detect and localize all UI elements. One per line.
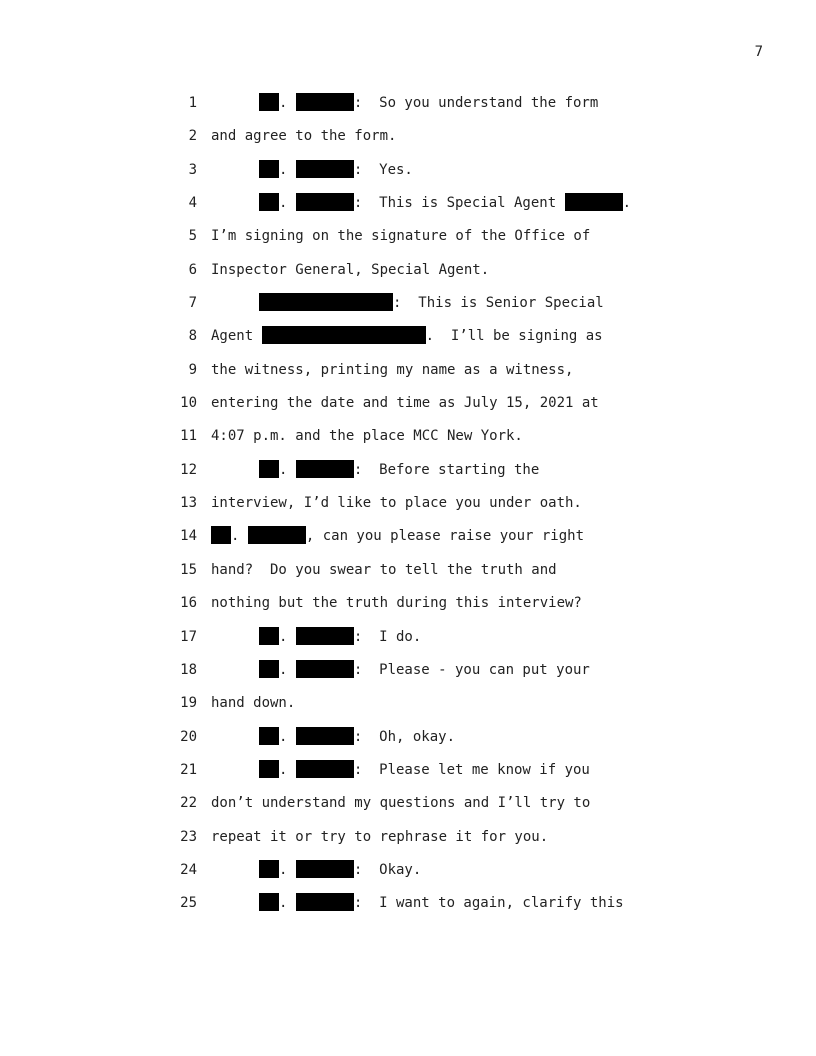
redaction-block	[259, 727, 279, 745]
text-segment: : Please let me know if you	[353, 761, 590, 778]
redaction-block	[296, 460, 354, 478]
redaction-block	[565, 193, 623, 211]
line-number: 5	[188, 228, 197, 245]
redaction-block	[262, 326, 426, 344]
text-segment: hand? Do you swear to tell the truth and	[211, 561, 557, 578]
text-segment: nothing but the truth during this interview?	[211, 595, 582, 612]
text-segment: .	[279, 895, 296, 912]
redaction-block	[211, 526, 231, 544]
transcript-line	[0, 754, 816, 787]
text-segment: and agree to the form.	[211, 128, 397, 145]
redaction-block	[296, 727, 354, 745]
redaction-block	[296, 193, 354, 211]
text-segment: repeat it or try to rephrase it for you.	[211, 828, 549, 845]
text-segment: .	[279, 728, 296, 745]
line-text	[211, 426, 523, 446]
text-segment: Agent	[211, 328, 262, 345]
line-text	[259, 627, 421, 647]
transcript-line	[0, 154, 816, 187]
text-segment: : Oh, okay.	[353, 728, 456, 745]
line-number: 25	[180, 895, 197, 912]
transcript-line	[0, 287, 816, 320]
line-number: 1	[188, 95, 197, 111]
line-text	[211, 827, 548, 847]
redaction-block	[259, 627, 279, 645]
line-number: 20	[180, 728, 197, 745]
text-segment: : This is Special Agent	[353, 195, 565, 212]
transcript-line	[0, 354, 816, 387]
redaction-block	[296, 93, 354, 111]
transcript-line	[0, 487, 816, 520]
redaction-block	[259, 860, 279, 878]
text-segment: : Okay.	[353, 861, 422, 878]
redaction-block	[259, 93, 279, 111]
transcript-line	[0, 854, 816, 887]
redaction-block	[296, 860, 354, 878]
text-segment: .	[279, 161, 296, 178]
line-number: 16	[180, 595, 197, 612]
redaction-block	[259, 760, 279, 778]
redaction-block	[259, 893, 279, 911]
line-number: 17	[180, 628, 197, 645]
line-number: 22	[180, 795, 197, 812]
line-text	[259, 727, 455, 747]
redaction-block	[296, 893, 354, 911]
transcript-line	[0, 721, 816, 754]
line-text	[259, 660, 590, 680]
line-text	[211, 126, 396, 146]
text-segment: .	[279, 95, 296, 111]
transcript-line	[0, 187, 816, 220]
text-segment: .	[279, 461, 296, 478]
line-text	[211, 360, 573, 380]
transcript-line	[0, 254, 816, 287]
line-number: 8	[188, 328, 197, 345]
transcript-line	[0, 87, 816, 120]
line-text	[211, 493, 582, 513]
line-number: 3	[188, 161, 197, 178]
text-segment: : Please - you can put your	[353, 661, 590, 678]
text-segment: .	[622, 195, 632, 212]
transcript-line	[0, 887, 816, 920]
text-segment: entering the date and time as July 15, 2021 at	[211, 395, 599, 412]
line-number: 14	[180, 528, 197, 545]
line-number: 10	[180, 395, 197, 412]
line-number: 11	[180, 428, 197, 445]
text-segment: , can you please raise your right	[305, 528, 585, 545]
text-segment: .	[231, 528, 248, 545]
redaction-block	[248, 526, 306, 544]
text-segment: .	[279, 195, 296, 212]
redaction-block	[296, 160, 354, 178]
line-number: 4	[188, 195, 197, 212]
text-segment: : Yes.	[353, 161, 413, 178]
text-segment: : I do.	[353, 628, 422, 645]
text-segment: : This is Senior Special	[393, 295, 604, 312]
text-segment: : Before starting the	[353, 461, 540, 478]
transcript-line	[0, 621, 816, 654]
line-number: 6	[188, 261, 197, 278]
line-number: 19	[180, 695, 197, 712]
redaction-block	[296, 627, 354, 645]
transcript-line	[0, 387, 816, 420]
line-number: 15	[180, 561, 197, 578]
text-segment: .	[279, 628, 296, 645]
redaction-block	[296, 760, 354, 778]
line-text	[259, 193, 631, 213]
text-segment: I’m signing on the signature of the Office of	[211, 228, 591, 245]
text-segment: Inspector General, Special Agent.	[211, 261, 490, 278]
line-number: 12	[180, 461, 197, 478]
line-text	[211, 693, 295, 713]
line-number: 9	[188, 361, 197, 378]
line-text	[211, 260, 489, 280]
line-text	[259, 860, 421, 880]
transcript-line	[0, 654, 816, 687]
text-segment: don’t understand my questions and I’ll try to	[211, 795, 591, 812]
line-number: 2	[188, 128, 197, 145]
line-text	[259, 760, 590, 780]
text-segment: .	[279, 661, 296, 678]
line-number: 24	[180, 861, 197, 878]
transcript-line	[0, 520, 816, 553]
line-text	[211, 793, 590, 813]
transcript-body	[0, 87, 816, 921]
line-text	[211, 560, 557, 580]
text-segment: .	[279, 861, 296, 878]
text-segment: hand down.	[211, 695, 296, 712]
transcript-line	[0, 320, 816, 353]
line-text	[259, 460, 539, 480]
text-segment: . I’ll be signing as	[425, 328, 603, 345]
line-text	[211, 393, 599, 413]
text-segment: the witness, printing my name as a witness,	[211, 361, 574, 378]
line-number: 23	[180, 828, 197, 845]
redaction-block	[259, 660, 279, 678]
transcript-line	[0, 587, 816, 620]
line-text	[211, 593, 582, 613]
transcript-line	[0, 787, 816, 820]
redaction-block	[259, 193, 279, 211]
text-segment: interview, I’d like to place you under oath.	[211, 495, 582, 512]
line-text	[259, 160, 413, 180]
line-text	[259, 293, 604, 313]
line-number: 18	[180, 661, 197, 678]
line-text	[259, 893, 624, 913]
text-segment: 4:07 p.m. and the place MCC New York.	[211, 428, 523, 445]
text-segment: : So you understand the form	[353, 95, 599, 111]
line-number: 7	[188, 295, 197, 312]
line-text	[211, 226, 590, 246]
transcript-line	[0, 220, 816, 253]
transcript-line	[0, 420, 816, 453]
redaction-block	[296, 660, 354, 678]
line-number: 13	[180, 495, 197, 512]
transcript-line	[0, 120, 816, 153]
line-number: 21	[180, 761, 197, 778]
redaction-block	[259, 460, 279, 478]
line-text	[211, 326, 603, 346]
page-number: 7	[754, 44, 763, 60]
line-text	[211, 526, 584, 546]
text-segment: : I want to again, clarify this	[353, 895, 624, 912]
line-text	[259, 93, 598, 113]
redaction-block	[259, 293, 393, 311]
transcript-line	[0, 554, 816, 587]
transcript-line	[0, 821, 816, 854]
transcript-line	[0, 687, 816, 720]
transcript-line	[0, 454, 816, 487]
redaction-block	[259, 160, 279, 178]
text-segment: .	[279, 761, 296, 778]
